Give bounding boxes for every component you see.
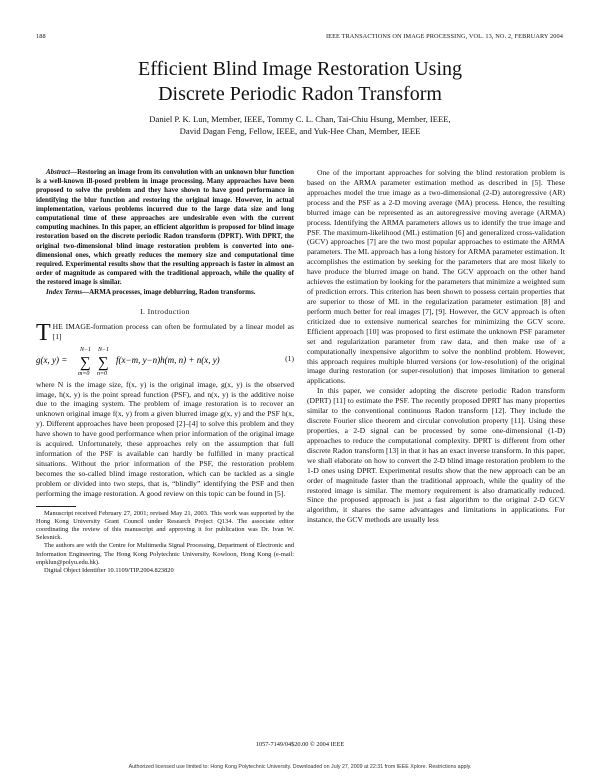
equation-formula	[36, 343, 256, 377]
paper-title	[40, 57, 560, 107]
svg-text:f(x−m, y−n)h(m, n) + n(x, y): f(x−m, y−n)h(m, n) + n(x, y)	[116, 354, 220, 365]
svg-text:N−1: N−1	[98, 346, 110, 353]
abstract-label: Abstract—	[46, 168, 78, 176]
authors-line-2: David Dagan Feng, Fellow, IEEE, and Yuk-Hee Chan, Member, IEEE	[179, 125, 421, 136]
right-paragraph-1: One of the important approaches for solving the blind restoration problem is based on the ARMA parameter estimation method as described in [5]. These approaches model the true image as a two-dimensional (2-D) autoregressive (AR) process and the PSF as a 2-D moving average (MA) process. Hence, the resulting blurred image can be represented as an autoregressive moving average (ARMA) process. Identifying the ARMA parameters allows us to identify the true image and PSF. The maximum-likelihood (ML) estimation [6] and generalized cross-validation (GCV) approaches [7] are the two most popular approaches to estimate the ARMA parameters. The ML approach has a long history for ARMA parameter estimation. It accomplishes the estimation by seeking for the parameters that are most likely to have produce the blurred image on hand. The GCV approach on the other hand achieves the estimation by looking for the parameters that minimize a weighted sum of prediction errors. This criterion has been shown to possess certain properties that are superior to those of ML in the regularization parameter estimation [8] and perform much better for real images [7], [9]. However, the GCV approach is often criticized due to extensive numerical searches for minimizing the GCV score. Efficient approach [10] was proposed to first estimate the unknown PSF parameter set and regularization parameter from raw data, and then make use of a computationally inexpensive algorithm to solve the nonblind problem. However, this approach requires multiple blurred versions (or low-resolution) of the original image during restoration (or super-resolution) that imposes limitation to general applications.	[307, 168, 565, 386]
footnote-affiliation: The authors are with the Centre for Multimedia Signal Processing, Department of Electronic and Information Engineering, The Hong Kong Polytechnic University, Kowloon, Hong Kong (e-mail: enpklun@polyu.edu.hk).	[36, 542, 294, 566]
left-column	[36, 168, 294, 575]
drop-cap: T	[36, 319, 51, 346]
abstract-text: Restoring an image from its convolution with an unknown blur function is a well-known ill-posed problem in image processing. Many approaches have been proposed to solve the problem and they have shown to have good performance in identifying the blur function and restoring the original image. However, in actual implementation, various problems incurred due to the large data size and long computational time of these approaches are undesirable even with the current computing machines. In this paper, an efficient algorithm is proposed for blind image restoration based on the discrete periodic Radon transform (DPRT). With DPRT, the original two-dimensional blind image restoration problem is converted into one-dimensional ones, which greatly reduces the memory size and computational time required. Experimental results show that the resulting approach is faster in almost an order of magnitude as compared with the traditional approach, while the quality of the restored image is similar.	[36, 168, 294, 287]
footnote-manuscript: Manuscript received February 27, 2001; revised May 21, 2003. This work was supported by the Hong Kong University Grant Council under Research Project Q134. The associate editor coordinating the review of this manuscript and approving it for publication was Dr. Ivan W. Selesnick.	[36, 509, 294, 542]
intro-paragraph	[36, 319, 294, 346]
author-list	[60, 114, 540, 137]
authors-line-1: Daniel P. K. Lun, Member, IEEE, Tommy C. L. Chan, Tai-Chiu Hsung, Member, IEEE,	[149, 114, 451, 124]
index-terms-text: ARMA processes, image deblurring, Radon transforms.	[89, 287, 256, 296]
svg-text:g(x, y) =: g(x, y) =	[36, 354, 68, 365]
index-terms	[36, 288, 294, 297]
intro-body-paragraph: where N is the image size, f(x, y) is the original image, g(x, y) is the observed image, h(x, y) is the point spread function (PSF), and n(x, y) is the additive noise due to the imaging system. The problem of image restoration is to recover an unknown original image f(x, y) from a given blurred image g(x, y) and the PSF h(x, y). Different approaches have been proposed [2]–[4] to solve this problem and they have shown to have good performance when prior information of the original image is acquired. Unfortunately, these approaches rely on the assumption that full information of the PSF is available can hardly be fulfilled in many practical situations. Without the prior information of the PSF, the restoration problem becomes the so-called blind image restoration, which can be tackled as a single problem or divided into two steps, that is, “blindly” identifying the PSF and then performing the image restoration. A good review on this topic can be found in [5].	[36, 379, 294, 498]
section-heading: I. Introduction	[140, 306, 190, 316]
footnote-rule	[36, 506, 76, 507]
page-number: 188	[36, 33, 46, 40]
svg-text:∑: ∑	[80, 354, 91, 371]
index-terms-label: Index Terms—	[46, 287, 90, 296]
title-line-1: Efficient Blind Image Restoration Using	[137, 58, 462, 80]
right-paragraph-2: In this paper, we consider adopting the discrete periodic Radon transform (DPRT) [11] to estimate the PSF. The recently proposed DPRT has many properties similar to the conventional continuous Radon transform [12]. They include the discrete Fourier slice theorem and circular convolution property [11]. Using these properties, a 2-D signal can be processed by some one-dimensional (1-D) approaches to reduce the computational complexity. DPRT is different from other discrete Radon transform [13] in that it has an exact inverse transform. In this paper, we shall elaborate on how to convert the 2-D blind image restoration problem to the 1-D ones using DPRT. Experimental results show that the new approach can be an order of magnitude faster than the traditional approach, while the quality of the restored image is similar. The memory requirement is also dramatically reduced. Since the proposed approach is just a fast algorithm to the original 2-D GCV algorithm, it shares the same advantages and limitations in applications. For instance, the GCV methods are usually less	[307, 386, 565, 525]
license-notice: Authorized licensed use limited to: Hong Kong Polytechnic University. Downloaded on July 27, 2009 at 22:31 from IEEE Xplore. Restrictions apply.	[128, 764, 472, 770]
copyright-line: 1057-7149/04$20.00 © 2004 IEEE	[255, 741, 345, 748]
abstract	[36, 168, 294, 288]
footnote-doi: Digital Object Identifier 10.1109/TIP.2004.823820	[44, 567, 174, 575]
title-line-2: Discrete Periodic Radon Transform	[158, 83, 442, 105]
svg-text:N−1: N−1	[80, 346, 92, 353]
equation-1	[36, 343, 294, 377]
equation-number: (1)	[285, 353, 294, 363]
svg-text:n=0: n=0	[97, 370, 108, 377]
right-column	[307, 168, 565, 525]
journal-header: IEEE TRANSACTIONS ON IMAGE PROCESSING, VOL. 13, NO. 2, FEBRUARY 2004	[325, 33, 563, 40]
svg-text:∑: ∑	[98, 354, 109, 371]
intro-text: HE IMAGE-formation process can often be formulated by a linear model as [1]	[52, 321, 294, 341]
svg-text:m=0: m=0	[78, 370, 90, 377]
